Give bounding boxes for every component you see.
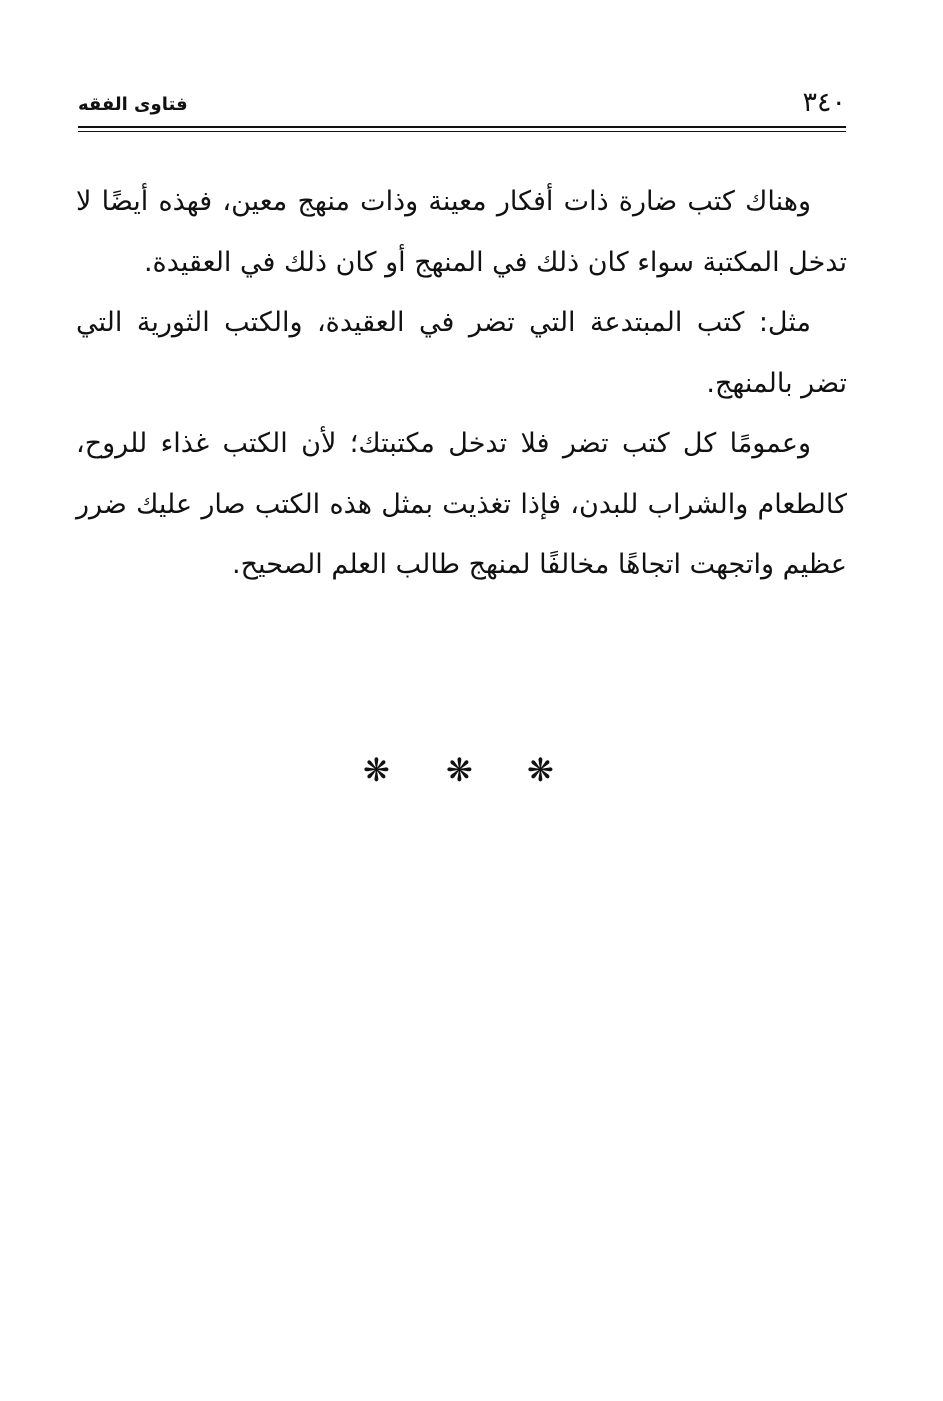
paragraph-1: وهناك كتب ضارة ذات أفكار معينة وذات منهج معين، فهذه أيضًا لا تدخل المكتبة سواء كان ذلك في المنهج أو كان ذلك في العقيدة.: [76, 186, 847, 278]
paragraph-2: مثل: كتب المبتدعة التي تضر في العقيدة، والكتب الثورية التي تضر بالمنهج.: [76, 307, 847, 399]
header-rule-thin: [78, 131, 846, 132]
asterism-icon: ❋: [527, 751, 554, 789]
asterism-icon: ❋: [446, 751, 473, 789]
body-text: [76, 172, 847, 596]
page-header: [78, 84, 846, 124]
header-rule-thick: [78, 126, 846, 128]
running-title: فتاوى الفقه: [78, 94, 188, 115]
paragraph-3: وعمومًا كل كتب تضر فلا تدخل مكتبتك؛ لأن الكتب غذاء للروح، كالطعام والشراب للبدن، فإذا تغذيت بمثل هذه الكتب صار عليك ضرر عظيم واتجهت اتجاهًا مخالفًا لمنهج طالب العلم الصحيح.: [76, 428, 847, 580]
section-separator: [0, 752, 943, 792]
page-number: ٣٤٠: [802, 87, 846, 118]
asterism-icon: ❋: [363, 751, 390, 789]
